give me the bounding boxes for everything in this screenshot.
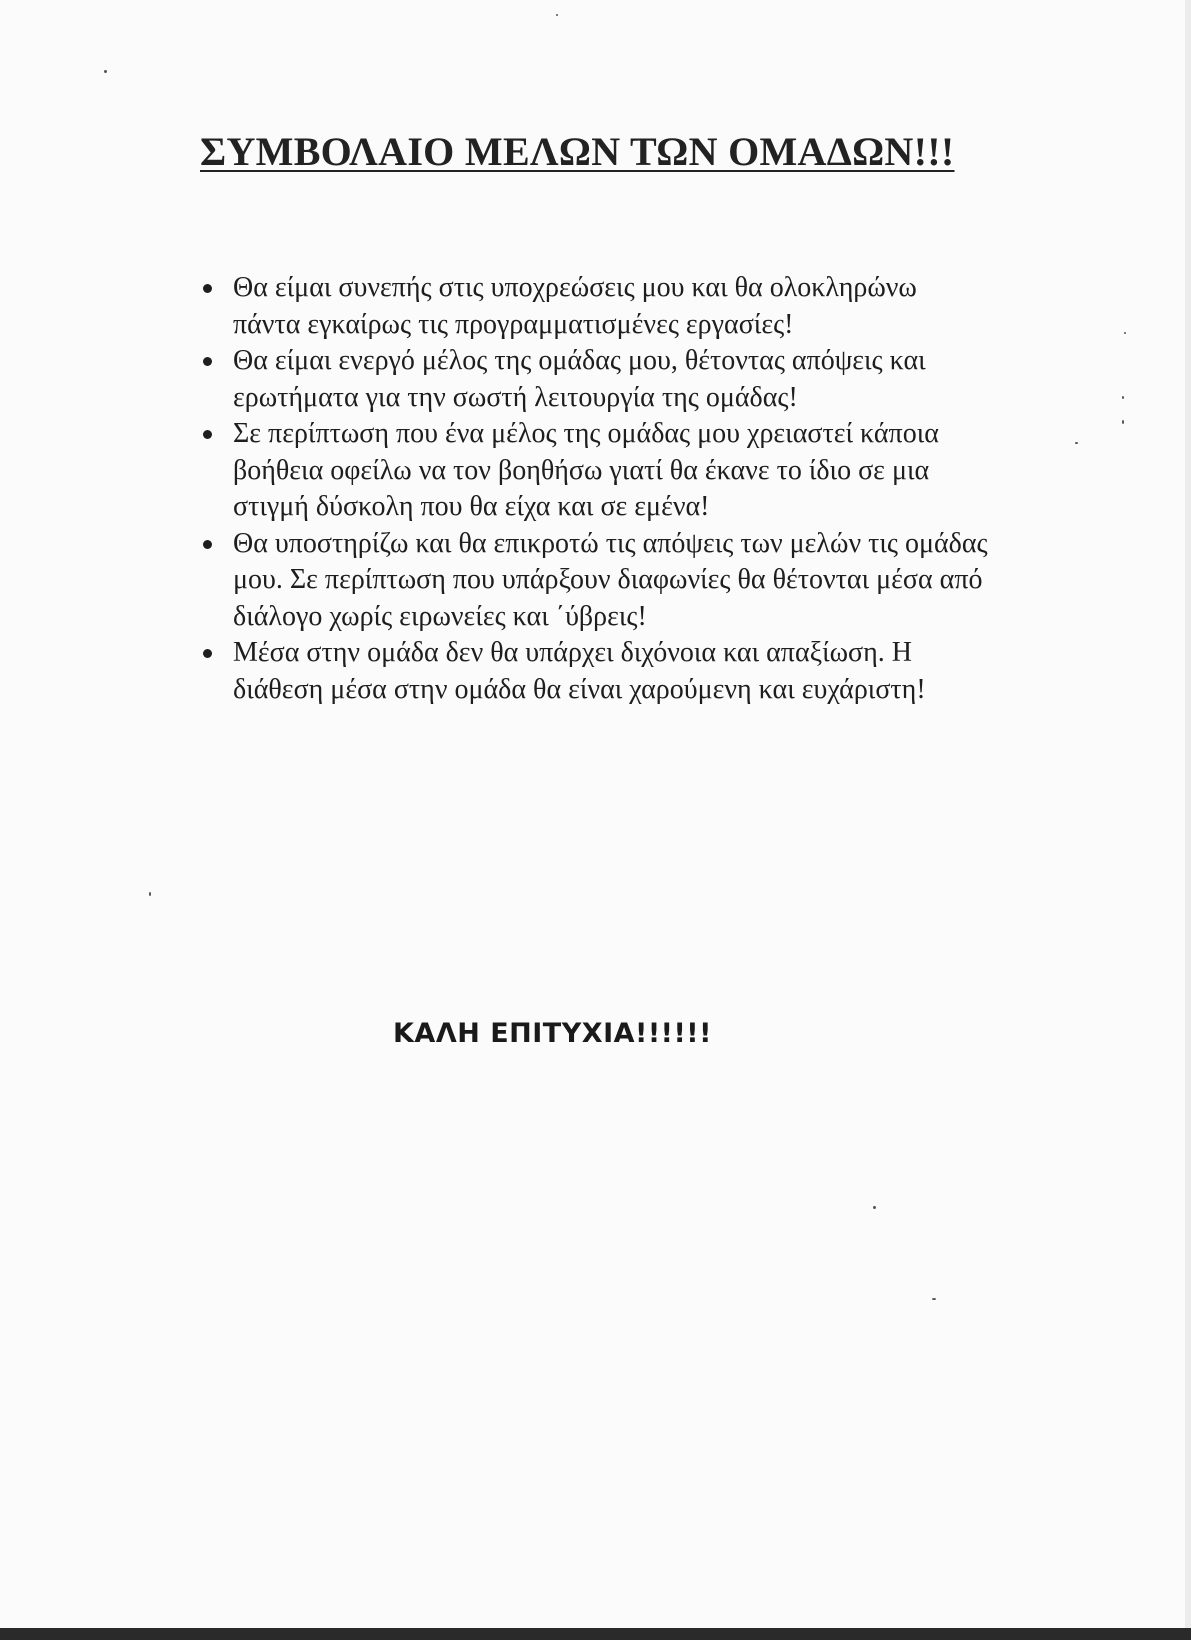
closing-message: ΚΑΛΗ ΕΠΙΤΥΧΙΑ!!!!!! xyxy=(393,1018,712,1049)
rule-text: Θα είμαι συνεπής στις υποχρεώσεις μου και θα ολοκληρώνω πάντα εγκαίρως τις προγραμματισμένες εργασίες! xyxy=(233,272,917,340)
rule-text: Θα είμαι ενεργό μέλος της ομάδας μου, θέτοντας απόψεις και ερωτήματα για την σωστή λειτουργία της ομάδας! xyxy=(233,345,926,413)
scan-speck xyxy=(149,892,151,896)
bullet-icon xyxy=(203,430,212,439)
document-title: ΣΥΜΒΟΛΑΙΟ ΜΕΛΩΝ ΤΩΝ ΟΜΑΔΩΝ!!! xyxy=(200,129,955,174)
rule-item xyxy=(200,343,990,416)
bullet-icon xyxy=(203,284,212,293)
scan-speck xyxy=(1124,332,1126,334)
bullet-icon xyxy=(203,649,212,658)
rule-item xyxy=(200,635,990,708)
rule-text: Μέσα στην ομάδα δεν θα υπάρχει διχόνοια και απαξίωση. Η διάθεση μέσα στην ομάδα θα είναι χαρούμενη και ευχάριστη! xyxy=(233,637,926,705)
rule-item xyxy=(200,526,990,636)
scan-right-edge xyxy=(1185,0,1191,1640)
scan-speck xyxy=(1122,420,1124,424)
rule-item xyxy=(200,270,990,343)
rule-text: Σε περίπτωση που ένα μέλος της ομάδας μου χρειαστεί κάποια βοήθεια οφείλω να τον βοηθήσω γιατί θα έκανε το ίδιο σε μια στιγμή δύσκολη που θα είχα και σε εμένα! xyxy=(233,418,939,522)
rule-text: Θα υποστηρίζω και θα επικροτώ τις απόψεις των μελών τις ομάδας μου. Σε περίπτωση που υπάρξουν διαφωνίες θα θέτονται μέσα από διάλογο χωρίς ειρωνείες και ΄ύβρεις! xyxy=(233,527,988,632)
scan-speck xyxy=(932,1298,936,1300)
scan-bottom-edge xyxy=(0,1628,1191,1640)
scan-speck xyxy=(104,70,107,73)
rules-list xyxy=(200,270,990,708)
scan-speck xyxy=(1075,442,1078,444)
scan-speck xyxy=(556,14,558,16)
scan-speck xyxy=(1122,396,1124,399)
bullet-icon xyxy=(203,357,212,366)
scan-speck xyxy=(873,1206,876,1209)
rule-item xyxy=(200,416,990,526)
bullet-icon xyxy=(203,540,212,549)
